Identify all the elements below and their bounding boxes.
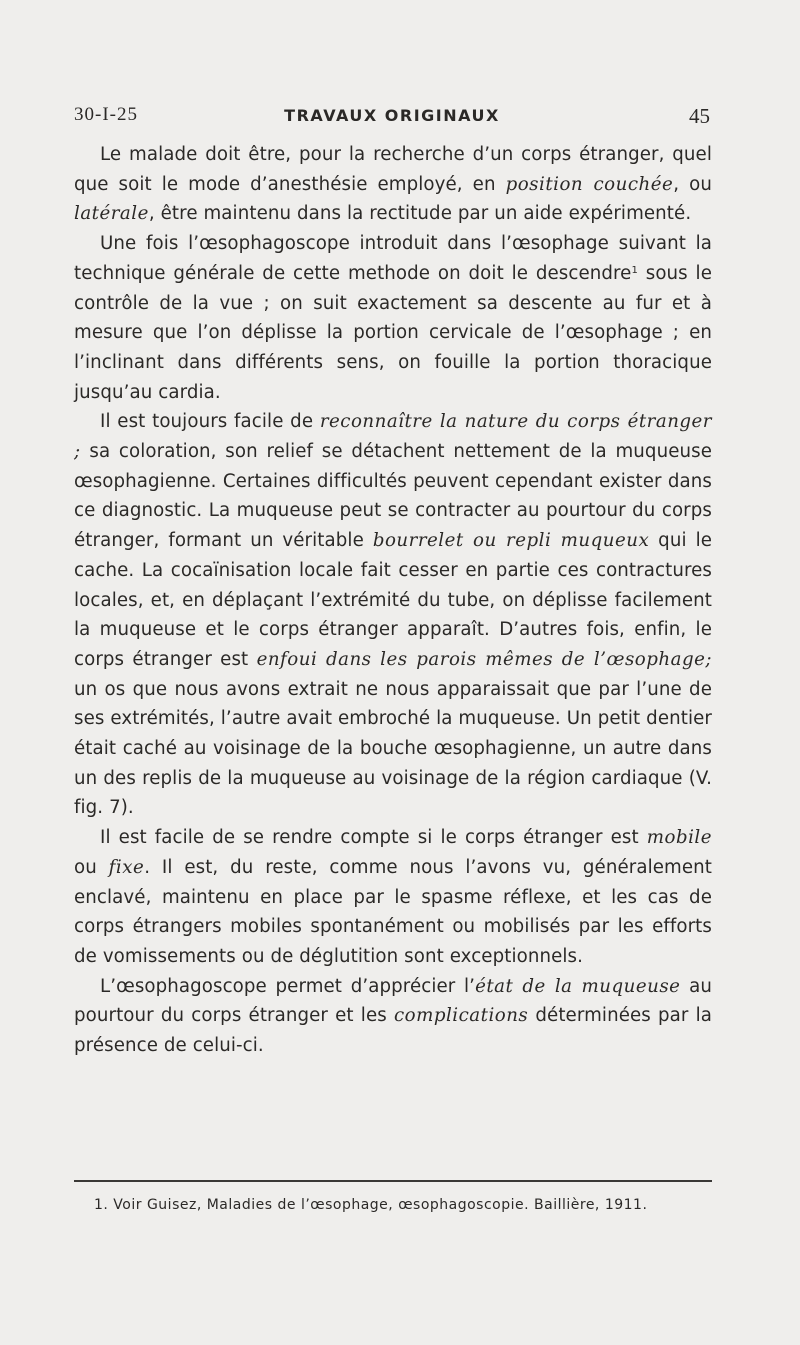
text-run: , ou xyxy=(673,173,713,195)
italic-phrase: fixe xyxy=(108,856,145,878)
italic-phrase: complications xyxy=(393,1005,529,1027)
footnote-marker: 1 xyxy=(631,264,638,276)
running-header xyxy=(74,104,710,130)
italic-phrase: latérale xyxy=(74,203,149,225)
footnote-rule xyxy=(74,1180,712,1182)
italic-phrase: état de la muqueuse xyxy=(475,975,681,997)
paragraph xyxy=(74,972,712,1061)
text-run: sa coloration, son relief se détachent nettement de la muqueuse œsophagienne. Certaines difficultés peuvent cependant exister dans ce diagnostic. La muqueuse peut se contracter au pourtour du corps étranger, formant un véritable xyxy=(74,441,712,552)
page-number: 45 xyxy=(689,104,710,128)
text-run: Une fois l’œsophagoscope introduit dans l’œsophage suivant la technique générale de cette methode on doit le descendre xyxy=(74,233,712,284)
text-run: qui le cache. La cocaïnisation locale fait cesser en partie ces contractures locales, et, en déplaçant l’extrémité du tube, on déplisse facilement la muqueuse et le corps étranger apparaît. D’autres fois, enfin, le corps étranger est xyxy=(74,530,713,670)
text-run: déterminées par la présence de celui-ci. xyxy=(74,1005,712,1057)
paragraph xyxy=(74,823,712,972)
text-run: sous le contrôle de la vue ; on suit exactement sa descente au fur et à mesure que l’on déplisse la portion cervicale de l’œsophage ; en l’inclinant dans différents sens, on fouille la portion thoracique jusqu’au cardia. xyxy=(74,262,712,403)
footnote: 1. Voir Guisez, Maladies de l’œsophage, œsophagoscopie. Baillière, 1911. xyxy=(94,1197,648,1213)
paragraph xyxy=(74,407,712,823)
header-date: 30-I-25 xyxy=(74,104,138,125)
italic-phrase: reconnaître la nature du corps étranger ; xyxy=(74,411,713,463)
text-run: , être maintenu dans la rectitude par un aide expérimenté. xyxy=(148,203,692,225)
italic-phrase: enfoui dans les parois mêmes de l’œsophage; xyxy=(256,648,712,670)
italic-phrase: mobile xyxy=(646,827,712,849)
italic-phrase: bourrelet ou repli muqueux xyxy=(372,530,650,552)
italic-phrase: position couchée xyxy=(505,173,674,195)
text-run: Le malade doit être, pour la recherche d’un corps étranger, quel que soit le mode d’anesthésie employé, en xyxy=(74,144,712,195)
text-run: ou xyxy=(74,856,109,878)
text-run: au pourtour du corps étranger et les xyxy=(74,975,712,1027)
text-run: un os que nous avons extrait ne nous apparaissait que par l’une de ses extrémités, l’autre avait embroché la muqueuse. Un petit dentier était caché au voisinage de la bouche œsophagienne, un autre dans un des replis de la muqueuse au voisinage de la région cardiaque (V. fig. 7). xyxy=(74,678,712,819)
body-text xyxy=(74,140,712,1061)
text-run: . Il est, du reste, comme nous l’avons vu, généralement enclavé, maintenu en place par le spasme réflexe, et les cas de corps étrangers mobiles spontanément ou mobilisés par les efforts de vomissements ou de déglutition sont exceptionnels. xyxy=(74,856,712,967)
text-run: Il est facile de se rendre compte si le corps étranger est xyxy=(100,827,647,849)
paragraph xyxy=(74,140,712,229)
header-title: TRAVAUX ORIGINAUX xyxy=(284,106,500,125)
text-run: Il est toujours facile de xyxy=(100,411,320,433)
text-run: L’œsophagoscope permet d’apprécier l’ xyxy=(100,975,476,997)
paragraph xyxy=(74,229,712,407)
